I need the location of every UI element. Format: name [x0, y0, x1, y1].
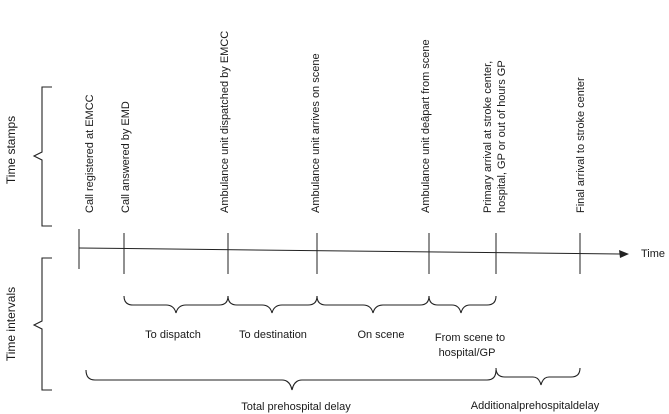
time-stamp-label: Call registered at EMCC [84, 94, 96, 213]
time-stamps-label: Time stamps [4, 115, 18, 185]
time-stamp-label: Ambulance unit dispatched by EMCC [219, 30, 231, 213]
time-axis-line [79, 248, 620, 254]
time-stamp-label: Ambulance unit deâpart from scene [420, 39, 432, 213]
time-axis-label: Time [641, 248, 666, 260]
time-stamp-label: Ambulance unit arrives on scene [310, 53, 322, 213]
time-stamp-call-answered [120, 101, 132, 213]
time-stamp-label-line1: Primary arrival at stroke center, [482, 60, 494, 213]
time-axis-arrowhead [619, 250, 629, 258]
interval-scene-to-hospital-label-line2: hospital/GP [438, 347, 496, 359]
time-stamp-label-line2: hospital, GP or out of hours GP [496, 60, 508, 213]
brace-to-dispatch [124, 296, 228, 313]
interval-to-destination-label: To destination [239, 329, 307, 341]
time-stamp-unit-arrives [310, 53, 322, 213]
brace-scene-to-hospital [429, 296, 496, 313]
interval-scene-to-hospital-label-line1: From scene to [434, 332, 506, 344]
time-stamp-label: Final arrival to stroke center [575, 77, 587, 213]
time-stamp-call-registered [84, 94, 96, 213]
brace-additional-delay [496, 368, 580, 385]
interval-to-dispatch-label: To dispatch [145, 329, 201, 341]
brace-to-destination [228, 296, 317, 313]
time-stamp-primary-arrival [482, 60, 508, 213]
interval-total-delay-label: Total prehospital delay [241, 401, 351, 413]
interval-on-scene-label: On scene [357, 329, 405, 341]
time-stamp-unit-departs [420, 39, 432, 213]
brace-on-scene [317, 296, 429, 313]
time-stamp-unit-dispatched [219, 31, 231, 213]
brace-total-delay [86, 370, 496, 390]
time-stamps-brace [34, 87, 52, 226]
interval-additional-delay-label: Additionalprehospitaldelay [470, 400, 600, 412]
time-stamp-final-arrival [575, 77, 587, 213]
time-intervals-brace [34, 258, 52, 390]
time-stamp-label: Call answered by EMD [120, 101, 132, 213]
time-intervals-label: Time intervals [4, 286, 18, 362]
